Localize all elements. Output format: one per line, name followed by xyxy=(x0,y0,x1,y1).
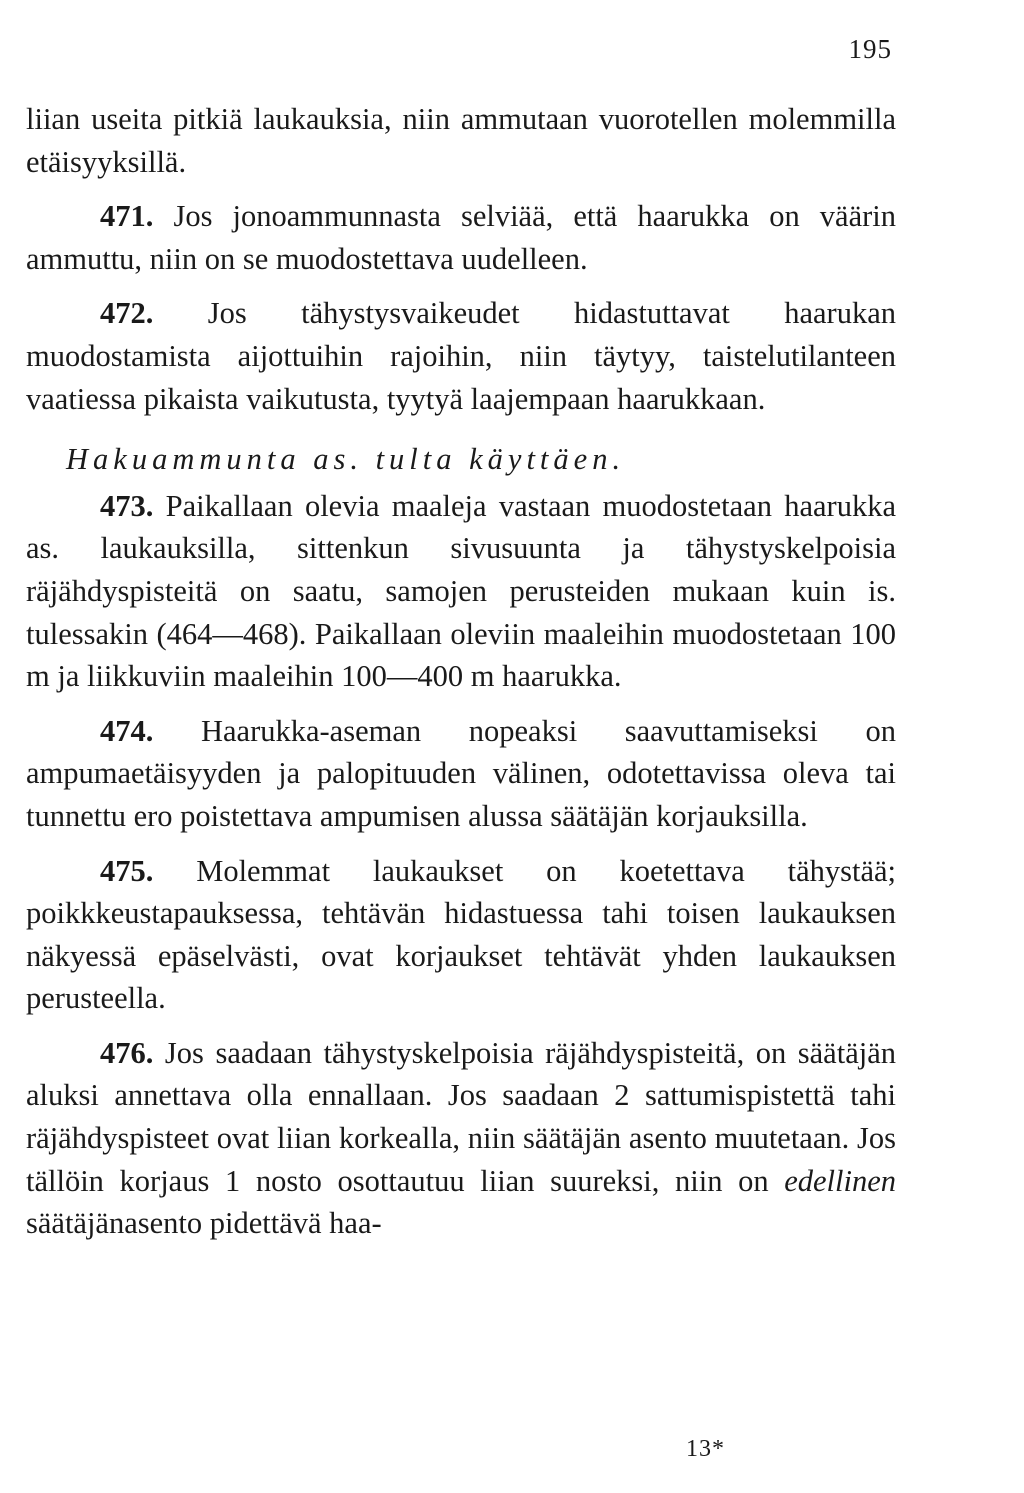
paragraph-continuation xyxy=(26,98,896,183)
paragraph-number: 474. xyxy=(100,713,154,748)
paragraph-text: Paikallaan olevia maaleja vastaan muodostetaan haarukka as. laukauksilla, sittenkun sivusuunta ja tähystyskelpoisia räjähdyspisteitä on saatu, samojen perusteiden mukaan kuin is. tulessakin (464—468). Paikallaan oleviin maaleihin muodostetaan 100 m ja liikkuviin maaleihin 100—400 m haarukka. xyxy=(26,488,897,694)
paragraph-text: säätäjänasento pidettävä haa- xyxy=(26,1206,382,1241)
paragraph-number: 471. xyxy=(100,199,154,234)
signature-mark: 13* xyxy=(686,1436,725,1462)
section-heading: Hakuammunta as. tulta käyttäen. xyxy=(66,442,626,477)
emphasized-word: edellinen xyxy=(784,1163,896,1198)
paragraph-text: liian useita pitkiä laukauksia, niin ammutaan vuorotellen molemmilla etäisyyksillä. xyxy=(26,102,896,179)
paragraph-text: Jos jonoammunnasta selviää, että haarukka on väärin ammuttu, niin on se muodostettava uudelleen. xyxy=(26,199,897,276)
paragraph-text: Molemmat laukaukset on koetettava tähystää; poikkkeustapauksessa, tehtävän hidastuessa tahi toisen laukauksen näkyessä epäselvästi, ovat korjaukset tehtävät yhden laukauksen perusteella. xyxy=(26,853,896,1016)
paragraph-473 xyxy=(26,485,896,698)
paragraph-text: Jos tähystysvaikeudet hidastuttavat haarukan muodostamista aijottuihin rajoihin, niin täytyy, taistelutilanteen vaatiessa pikaista vaikutusta, tyytyä laajempaan haarukkaan. xyxy=(26,296,896,416)
paragraph-471 xyxy=(26,195,896,280)
paragraph-476 xyxy=(26,1032,896,1245)
paragraph-472 xyxy=(26,292,896,420)
paragraph-number: 472. xyxy=(100,296,154,331)
paragraph-number: 473. xyxy=(100,488,154,523)
paragraph-number: 475. xyxy=(100,853,154,888)
paragraph-text: Jos saadaan tähystyskelpoisia räjähdyspisteitä, on säätäjän aluksi annettava olla ennallaan. Jos saadaan 2 sattumispistettä tahi räjähdyspisteet ovat liian korkealla, niin säätäjän asento muutetaan. Jos tällöin korjaus 1 nosto osottautuu liian suureksi, niin on xyxy=(26,1035,896,1198)
paragraph-474 xyxy=(26,710,896,838)
paragraph-text: Haarukka-aseman nopeaksi saavuttamiseksi on ampumaetäisyyden ja palopituuden välinen, odotettavissa oleva tai tunnettu ero poistettava ampumisen alussa säätäjän korjauksilla. xyxy=(26,713,897,833)
paragraph-475 xyxy=(26,850,896,1020)
page-number: 195 xyxy=(848,34,892,64)
body-text xyxy=(26,98,896,1245)
paragraph-number: 476. xyxy=(100,1035,154,1070)
